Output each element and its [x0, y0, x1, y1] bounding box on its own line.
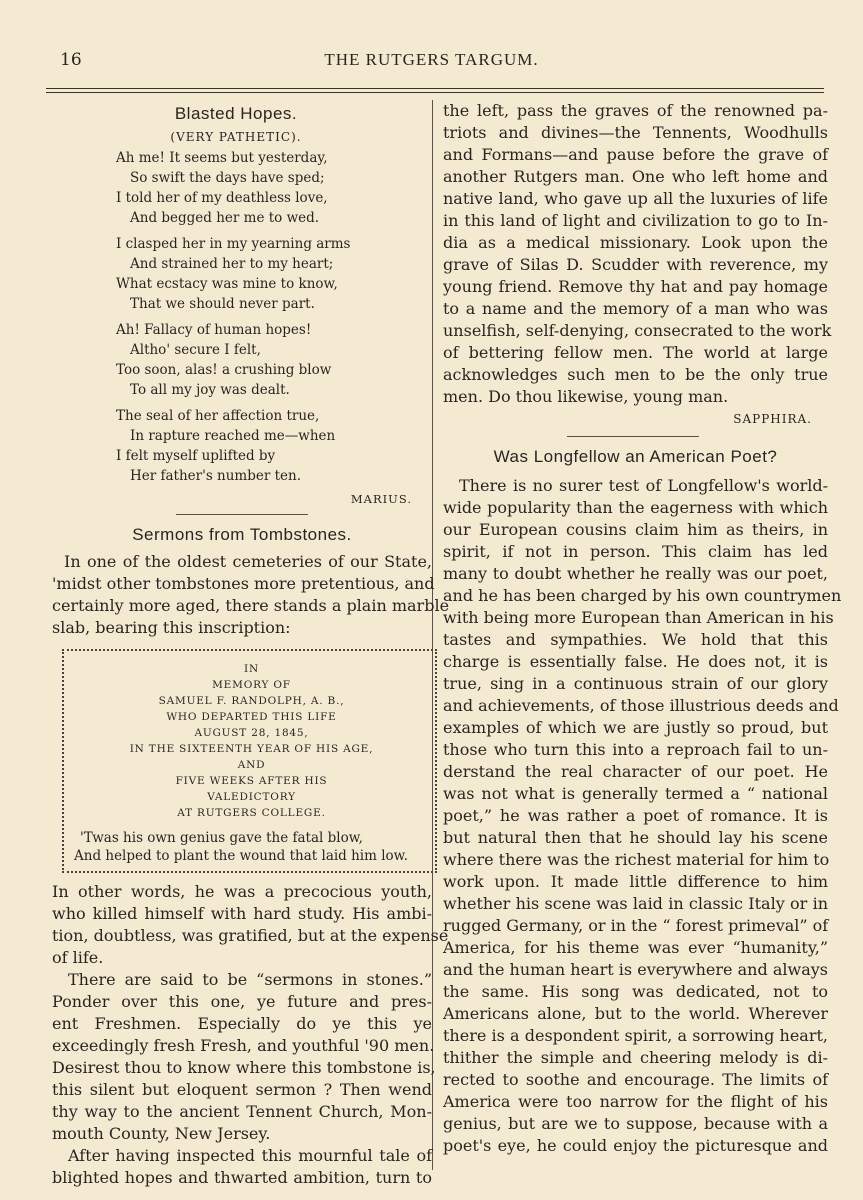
- text-line: another Rutgers man. One who left home and: [443, 167, 828, 186]
- text-line: those who turn this into a reproach fail to un-: [443, 740, 828, 759]
- poem-line: The seal of her affection true,: [116, 408, 320, 424]
- text-line: There are said to be “sermons in stones.”: [68, 970, 432, 989]
- text-line: 'midst other tombstones more pretentious, and: [52, 574, 435, 593]
- text-line: rugged Germany, or in the “ forest primeval” of: [443, 916, 829, 935]
- text-line: and achievements, of those illustrious deeds and: [443, 696, 839, 715]
- sermons-title: Sermons from Tombstones.: [132, 525, 352, 544]
- text-line: where there was the richest material for him to: [443, 850, 830, 869]
- text-line: In other words, he was a precocious youth,: [52, 882, 432, 901]
- text-line: examples of which we are justly so proud, but: [443, 718, 828, 737]
- section-rule: [176, 514, 308, 515]
- poem-author: MARIUS.: [350, 492, 412, 506]
- text-line: slab, bearing this inscription:: [52, 618, 291, 637]
- text-line: wide popularity than the eagerness with which: [443, 498, 828, 517]
- poem-subtitle: (VERY PATHETIC).: [170, 130, 302, 144]
- epitaph-verse-line: And helped to plant the wound that laid him low.: [74, 848, 408, 864]
- poem-line: That we should never part.: [130, 296, 315, 312]
- text-line: Ponder over this one, ye future and pres-: [52, 992, 432, 1011]
- poem-line: And begged her me to wed.: [130, 210, 320, 226]
- text-line: tastes and sympathies. We hold that this: [443, 630, 828, 649]
- text-line: of life.: [52, 948, 104, 967]
- poem-line: I told her of my deathless love,: [116, 190, 328, 206]
- text-line: men. Do thou likewise, young man.: [443, 387, 729, 406]
- page-header: [0, 50, 863, 74]
- running-title: THE RUTGERS TARGUM.: [324, 50, 539, 69]
- text-line: acknowledges such men to be the only true: [443, 365, 828, 384]
- text-line: and Formans—and pause before the grave of: [443, 145, 828, 164]
- epitaph-line: VALEDICTORY: [207, 791, 296, 803]
- poem-stanza: [116, 320, 432, 400]
- epitaph-verse: [74, 829, 429, 865]
- text-line: this silent but eloquent sermon ? Then wend: [52, 1080, 432, 1099]
- poem-body: [116, 148, 432, 486]
- text-line: and the human heart is everywhere and always: [443, 960, 828, 979]
- text-line: blighted hopes and thwarted ambition, turn to: [52, 1168, 432, 1187]
- text-line: but natural then that he should lay his scene: [443, 828, 828, 847]
- epitaph-line: SAMUEL F. RANDOLPH, A. B.,: [158, 695, 345, 707]
- text-line: unselfish, self-denying, consecrated to the work: [443, 321, 832, 340]
- poem-line: Ah me! It seems but yesterday,: [116, 150, 328, 166]
- text-line: and he has been charged by his own countrymen: [443, 586, 842, 605]
- poem-line: I clasped her in my yearning arms: [116, 236, 351, 252]
- header-rule-double: [46, 92, 824, 93]
- text-line: our European cousins claim him as theirs, in: [443, 520, 828, 539]
- longfellow-body: [443, 475, 842, 1157]
- text-line: Americans alone, but to the world. Wherever: [443, 1004, 828, 1023]
- poem-line: Her father's number ten.: [130, 468, 302, 484]
- sermons-para-2: [52, 881, 449, 969]
- poem-line: And strained her to my heart;: [130, 256, 334, 272]
- text-line: in this land of light and civilization to go to In-: [443, 211, 828, 230]
- poem-line: What ecstacy was mine to know,: [116, 276, 338, 292]
- header-rule: [46, 88, 824, 89]
- text-line: derstand the real character of our poet. He: [443, 762, 828, 781]
- text-line: charge is essentially false. He does not, it is: [443, 652, 828, 671]
- epitaph-line: WHO DEPARTED THIS LIFE: [166, 711, 337, 723]
- text-line: was not what is generally termed a “ national: [443, 784, 828, 803]
- epitaph-line: AT RUTGERS COLLEGE.: [177, 807, 326, 819]
- text-line: the left, pass the graves of the renowned pa-: [443, 101, 828, 120]
- left-column: [52, 100, 450, 1189]
- epitaph-line: FIVE WEEKS AFTER HIS: [175, 775, 328, 787]
- text-line: triots and divines—the Tennents, Woodhulls: [443, 123, 828, 142]
- epitaph-line: MEMORY OF: [212, 679, 291, 691]
- text-line: tion, doubtless, was gratified, but at the expense: [52, 926, 449, 945]
- text-line: ent Freshmen. Especially do ye this ye: [52, 1014, 432, 1033]
- epitaph-line: IN THE SIXTEENTH YEAR OF HIS AGE,: [129, 743, 374, 755]
- text-line: After having inspected this mournful tale of: [68, 1146, 432, 1165]
- sermons-para-4: [52, 1145, 432, 1189]
- text-line: who killed himself with hard study. His ambi-: [52, 904, 432, 923]
- page-number: 16: [60, 50, 82, 70]
- right-column: [443, 100, 842, 1157]
- text-line: America were too narrow for the flight of his: [443, 1092, 828, 1111]
- poem-title: Blasted Hopes.: [174, 104, 298, 123]
- text-line: native land, who gave up all the luxuries of life: [443, 189, 828, 208]
- text-line: the same. His song was dedicated, not to: [443, 982, 828, 1001]
- sermons-para-3: [52, 969, 436, 1145]
- text-line: dia as a medical missionary. Look upon the: [443, 233, 828, 252]
- text-line: rected to soothe and encourage. The limits of: [443, 1070, 828, 1089]
- epitaph-line: AUGUST 28, 1845,: [194, 727, 309, 739]
- text-line: spirit, if not in person. This claim has led: [443, 542, 828, 561]
- text-line: work upon. It made little difference to him: [443, 872, 828, 891]
- poem-line: So swift the days have sped;: [130, 170, 325, 186]
- sermons-continued: [443, 100, 832, 408]
- column-divider: [432, 100, 433, 1170]
- text-line: many to doubt whether he really was our poet,: [443, 564, 828, 583]
- text-line: with being more European than American in his: [443, 608, 834, 627]
- poem-stanza: [116, 148, 432, 228]
- poem-stanza: [116, 234, 432, 314]
- text-line: whether his scene was laid in classic Italy or in: [443, 894, 828, 913]
- text-line: of bettering fellow men. The world at large: [443, 343, 828, 362]
- poem-line: Ah! Fallacy of human hopes!: [116, 322, 312, 338]
- text-line: thy way to the ancient Tennent Church, Mon-: [52, 1102, 432, 1121]
- section-rule: [567, 436, 699, 437]
- text-line: thither the simple and cheering melody is di-: [443, 1048, 828, 1067]
- epitaph-line: IN: [244, 663, 259, 675]
- text-line: poet,” he was rather a poet of romance. It is: [443, 806, 828, 825]
- text-line: there is a despondent spirit, a sorrowing heart,: [443, 1026, 828, 1045]
- text-line: poet's eye, he could enjoy the picturesque and: [443, 1136, 828, 1155]
- epitaph-verse-line: 'Twas his own genius gave the fatal blow,: [80, 830, 363, 846]
- text-line: Desirest thou to know where this tombstone is,: [52, 1058, 436, 1077]
- sermons-intro: [52, 551, 450, 639]
- poem-line: Altho' secure I felt,: [130, 342, 261, 358]
- text-line: young friend. Remove thy hat and pay homage: [443, 277, 828, 296]
- text-line: grave of Silas D. Scudder with reverence, my: [443, 255, 828, 274]
- epitaph-line: AND: [237, 759, 266, 771]
- text-line: true, sing in a continuous strain of our glory: [443, 674, 828, 693]
- poem-line: In rapture reached me—when: [130, 428, 336, 444]
- epitaph-box: [62, 649, 437, 873]
- text-line: America, for his theme was ever “humanity,”: [443, 938, 828, 957]
- text-line: to a name and the memory of a man who was: [443, 299, 828, 318]
- poem-line: I felt myself uplifted by: [116, 448, 276, 464]
- text-line: certainly more aged, there stands a plain marble: [52, 596, 450, 615]
- longfellow-title: Was Longfellow an American Poet?: [493, 447, 778, 466]
- text-line: genius, but are we to suppose, because with a: [443, 1114, 828, 1133]
- text-line: In one of the oldest cemeteries of our State,: [64, 552, 432, 571]
- text-line: exceedingly fresh Fresh, and youthful '90 men.: [52, 1036, 435, 1055]
- text-line: There is no surer test of Longfellow's world-: [459, 476, 828, 495]
- poem-line: To all my joy was dealt.: [130, 382, 290, 398]
- poem-line: Too soon, alas! a crushing blow: [116, 362, 332, 378]
- sermons-signature: SAPPHIRA.: [733, 412, 812, 426]
- poem-stanza: [116, 406, 432, 486]
- text-line: mouth County, New Jersey.: [52, 1124, 271, 1143]
